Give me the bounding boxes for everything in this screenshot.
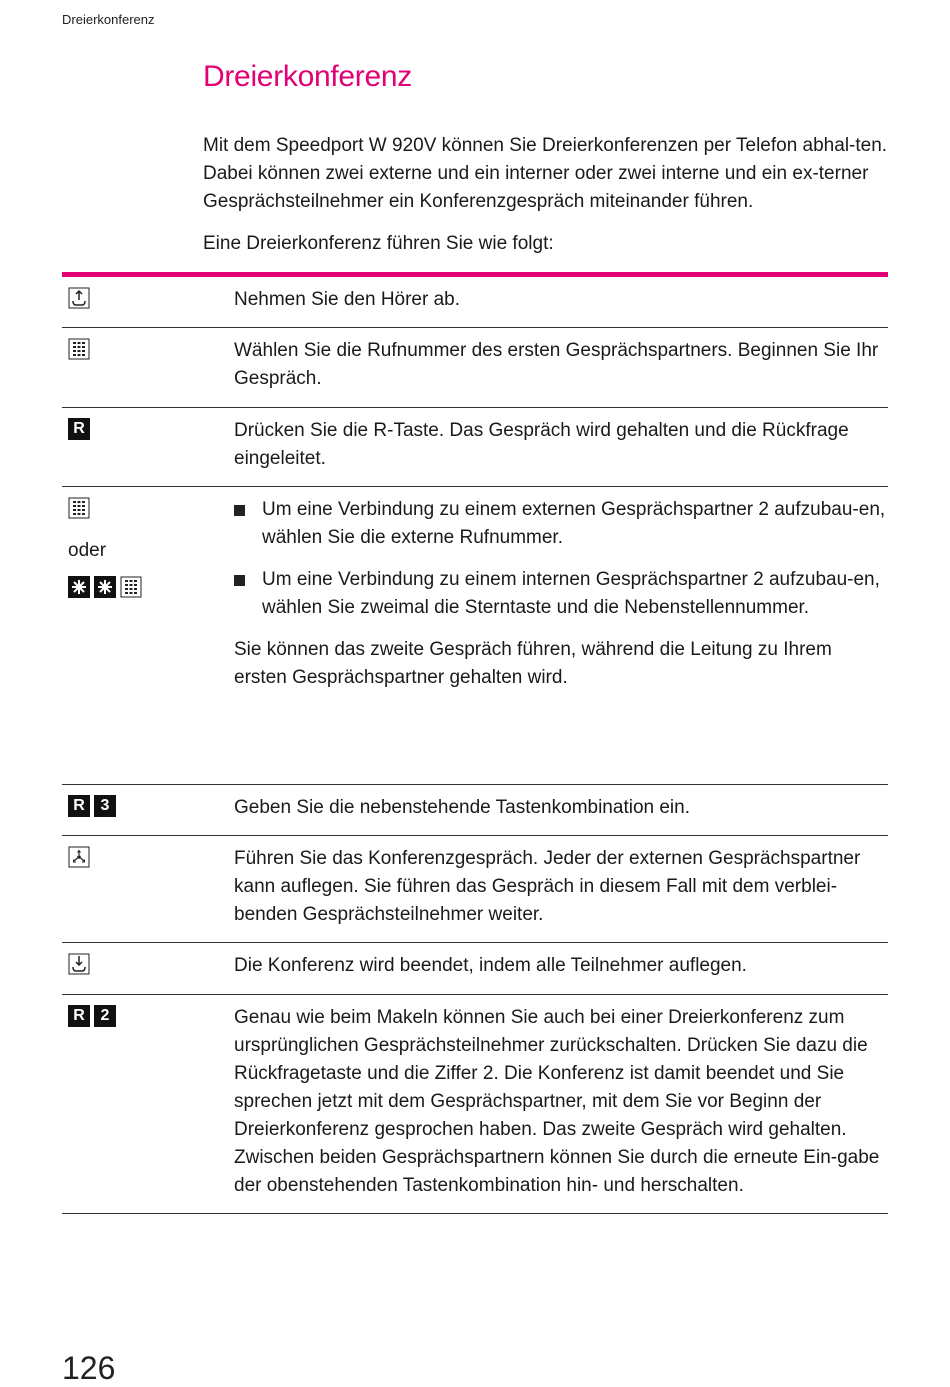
step-row [62,995,888,1214]
step-row [62,836,888,943]
r-key-icon: R [68,795,90,817]
oder-label: oder [68,540,107,561]
digit-3-key-icon: 3 [94,795,116,817]
step-icons [68,497,218,598]
key-combo-r2 [68,1005,218,1027]
step-text: Geben Sie die nebenstehende Tastenkombination ein. [234,797,690,818]
step-icons [68,1005,218,1027]
bullet-item: Um eine Verbindung zu einem externen Gesprächspartner 2 aufzubau-en, wählen Sie die externe Rufnummer. [234,496,888,552]
step-icons [68,953,218,980]
step-icons [68,338,218,365]
step-row [62,785,888,836]
r-key-icon: R [68,418,90,440]
keypad-icon [68,497,90,519]
step-icons [68,795,218,817]
page-number: 126 [62,1350,116,1386]
intro-paragraph: Mit dem Speedport W 920V können Sie Dreierkonferenzen per Telefon abhal-ten. Dabei können zwei externe und ein interner oder zwei interne und ein ex-terner Gesprächsteilnehmer ein Konferenzgespräch miteinander führen. [203,135,888,212]
conference-icon [68,846,90,868]
step-note: Sie können das zweite Gespräch führen, während die Leitung zu Ihrem ersten Gesprächspartner gehalten wird. [234,639,832,688]
step-text: Die Konferenz wird beendet, indem alle Teilnehmer auflegen. [234,955,747,976]
steps-table [62,277,888,1214]
step-row [62,487,888,785]
step-text: Genau wie beim Makeln können Sie auch bei einer Dreierkonferenz zum ursprünglichen Gesprächsteilnehmer zurückschalten. Drücken Sie dazu die Rückfragetaste und die Ziffer 2. Die Konferenz ist damit beendet und Sie sprechen jetzt mit dem Gesprächspartner, mit dem Sie vor Beginn der Dreierkonferenz gesprochen haben. Das zweite Gespräch wird gehalten. Zwischen beiden Gesprächspartnern können Sie durch die erneute Ein-gabe der obenstehenden Tastenkombination hin- und herschalten. [234,1007,880,1196]
keypad-icon [120,576,142,598]
r-key-icon: R [68,1005,90,1027]
step-icons [68,287,218,314]
star-key-icon [94,576,116,598]
digit-2-key-icon: 2 [94,1005,116,1027]
step-row [62,328,888,408]
step-text: Führen Sie das Konferenzgespräch. Jeder der externen Gesprächspartner kann auflegen. Sie führen das Gespräch in diesem Fall mit dem verblei-benden Gesprächsteilnehmer weiter. [234,848,861,925]
step-text [234,487,888,702]
step-row [62,277,888,328]
running-head: Dreierkonferenz [62,12,155,27]
step-icons [68,418,218,440]
step-row [62,408,888,487]
key-combo-r3 [68,795,218,817]
star-star-keypad-icons [68,576,218,598]
handset-hangup-icon [68,953,90,975]
handset-lift-icon [68,287,90,309]
step-text: Drücken Sie die R-Taste. Das Gespräch wird gehalten und die Rückfrage eingeleitet. [234,420,849,469]
intro-lead: Eine Dreierkonferenz führen Sie wie folgt: [203,233,554,254]
step-row [62,943,888,995]
step-text: Nehmen Sie den Hörer ab. [234,289,461,310]
page-title: Dreierkonferenz [203,60,412,93]
star-key-icon [68,576,90,598]
step-icons [68,846,218,873]
bullet-item: Um eine Verbindung zu einem internen Gesprächspartner 2 aufzubau-en, wählen Sie zweimal die Sterntaste und die Nebenstellennummer. [234,566,888,622]
step-text: Wählen Sie die Rufnummer des ersten Gesprächspartners. Beginnen Sie Ihr Gespräch. [234,340,879,389]
keypad-icon [68,338,90,360]
